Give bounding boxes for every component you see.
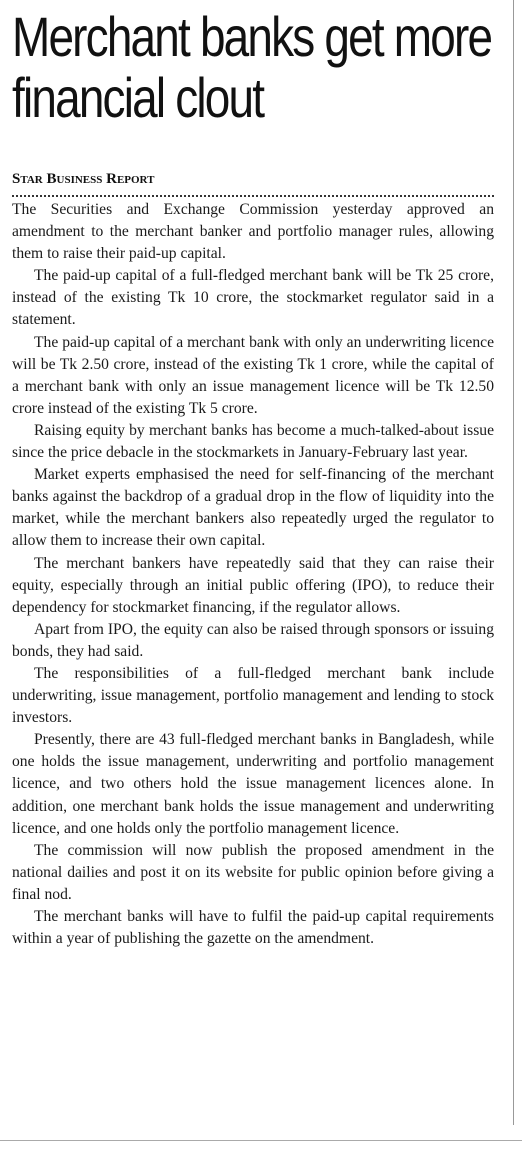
paragraph: Apart from IPO, the equity can also be raised through sponsors or issuing bonds, they had said. [12, 620, 494, 660]
paragraph: The commission will now publish the proposed amendment in the national dailies and post it on its website for public opinion before giving a final nod. [12, 841, 494, 903]
paragraph: The paid-up capital of a merchant bank with only an underwriting licence will be Tk 2.50 crore, instead of the existing Tk 1 crore, while the capital of a merchant bank with only an issue management licence will be Tk 12.50 crore instead of the existing Tk 5 crore. [12, 333, 494, 417]
news-article [12, 6, 494, 950]
paragraph: The paid-up capital of a full-fledged merchant bank will be Tk 25 crore, instead of the existing Tk 10 crore, the stockmarket regulator said in a statement. [12, 267, 494, 329]
column-divider [513, 0, 514, 1125]
headline: Merchant banks get more financial clout [12, 6, 492, 129]
dotted-divider [12, 195, 494, 197]
paragraph: Presently, there are 43 full-fledged merchant banks in Bangladesh, while one holds the issue management, underwriting and portfolio management licence, and two others hold the issue management licences alone. In addition, one merchant bank holds the issue management and underwriting licence, and one holds only the portfolio management licence. [12, 731, 494, 837]
paragraph: Raising equity by merchant banks has become a much-talked-about issue since the price debacle in the stockmarkets in January-February last year. [12, 421, 494, 462]
paragraph: The Securities and Exchange Commission yesterday approved an amendment to the merchant banker and portfolio manager rules, allowing them to raise their paid-up capital. [12, 201, 494, 263]
paragraph: Market experts emphasised the need for self-financing of the merchant banks against the backdrop of a gradual drop in the flow of liquidity into the market, while the merchant bankers also repeatedly urged the regulator to allow them to increase their own capital. [12, 466, 494, 550]
paragraph: The merchant banks will have to fulfil the paid-up capital requirements within a year of publishing the gazette on the amendment. [12, 908, 494, 948]
headline-container [12, 6, 494, 158]
byline: Star Business Report [12, 171, 155, 187]
article-body [12, 199, 494, 950]
paragraph: The responsibilities of a full-fledged merchant bank include underwriting, issue management, portfolio management and lending to stock investors. [12, 664, 494, 727]
paragraph: The merchant bankers have repeatedly said that they can raise their equity, especially through an initial public offering (IPO), to reduce their dependency for stockmarket financing, if the regulator allows. [12, 554, 494, 616]
bottom-divider [0, 1140, 522, 1141]
